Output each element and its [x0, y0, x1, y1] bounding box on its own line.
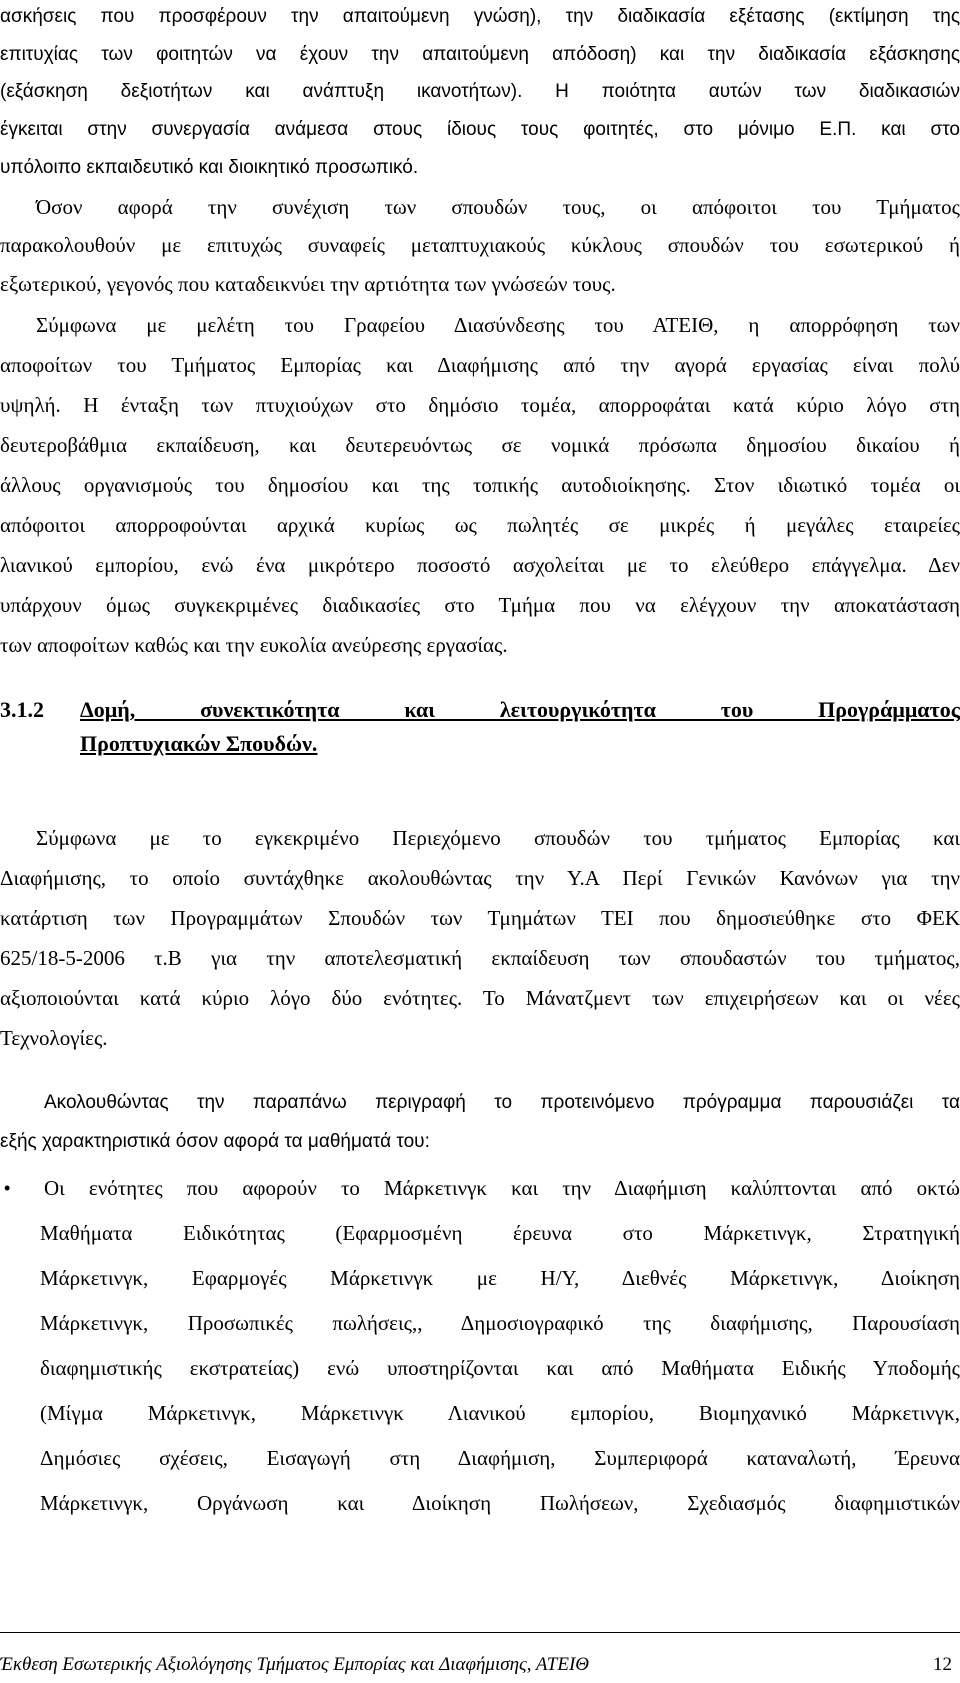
text-line: Τεχνολογίες. [0, 1026, 108, 1050]
text-line: Ακολουθώντας την παραπάνω περιγραφή το προτεινόμενο πρόγραμμα παρουσιάζει τα [44, 1092, 960, 1113]
text-line: λιανικού εμπορίου, ενώ ένα μικρότερο ποσοστό ασχολείται με το ελεύθερο επάγγελμα. Δεν [0, 553, 960, 577]
text-line: Οι ενότητες που αφορούν το Μάρκετινγκ και την Διαφήμιση καλύπτονται από οκτώ [44, 1176, 960, 1200]
text-line: ασκήσεις που προσφέρουν την απαιτούμενη γνώση), την διαδικασία εξέτασης (εκτίμηση της [0, 6, 960, 27]
text-line: Σύμφωνα με μελέτη του Γραφείου Διασύνδεσης του ΑΤΕΙΘ, η απορρόφηση των [36, 313, 960, 337]
text-line: δευτεροβάθμια εκπαίδευση, και δευτερευόντως σε νομικά πρόσωπα δημοσίου δικαίου ή [0, 433, 960, 457]
text-line: (Μίγμα Μάρκετινγκ, Μάρκετινγκ Λιανικού εμπορίου, Βιομηχανικό Μάρκετινγκ, [40, 1401, 960, 1425]
text-line: διαφημιστικής εκστρατείας) ενώ υποστηρίζονται και από Μαθήματα Ειδικής Υποδομής [40, 1356, 960, 1380]
text-line: των αποφοίτων καθώς και την ευκολία ανεύρεσης εργασίας. [0, 633, 508, 657]
text-line: Μάρκετινγκ, Οργάνωση και Διοίκηση Πωλήσεων, Σχεδιασμός διαφημιστικών [40, 1491, 960, 1515]
text-line: Διαφήμισης, το οποίο συντάχθηκε ακολουθώντας την Υ.Α Περί Γενικών Κανόνων για την [0, 866, 960, 890]
text-line: εξής χαρακτηριστικά όσον αφορά τα μαθήματά του: [0, 1131, 430, 1152]
footer-divider [0, 1632, 960, 1633]
text-line: Όσον αφορά την συνέχιση των σπουδών τους, οι απόφοιτοι του Τμήματος [36, 195, 960, 219]
text-line: Δημόσιες σχέσεις, Εισαγωγή στη Διαφήμιση, Συμπεριφορά καταναλωτή, Έρευνα [40, 1446, 960, 1470]
text-line: αξιοποιούνται κατά κύριο λόγο δύο ενότητες. Το Μάνατζμεντ των επιχειρήσεων και οι νέες [0, 986, 960, 1010]
section-title-text: Προπτυχιακών Σπουδών. [80, 731, 318, 756]
section-number: 3.1.2 [0, 697, 44, 722]
text-line: Μαθήματα Ειδικότητας (Εφαρμοσμένη έρευνα στο Μάρκετινγκ, Στρατηγική [40, 1221, 960, 1245]
text-line: 625/18-5-2006 τ.Β για την αποτελεσματική εκπαίδευση των σπουδαστών του τμήματος, [0, 946, 960, 970]
text-line: αποφοίτων του Τμήματος Εμπορίας και Διαφήμισης από την αγορά εργασίας είναι πολύ [0, 353, 960, 377]
text-line: παρακολουθούν με επιτυχώς συναφείς μεταπτυχιακούς κύκλους σπουδών του εσωτερικού ή [0, 233, 960, 257]
text-line: έγκειται στην συνεργασία ανάμεσα στους ίδιους τους φοιτητές, στο μόνιμο Ε.Π. και στο [0, 119, 960, 140]
page-number: 12 [933, 1654, 952, 1675]
text-line: (εξάσκηση δεξιοτήτων και ανάπτυξη ικανοτήτων). Η ποιότητα αυτών των διαδικασιών [0, 81, 960, 102]
text-line: Σύμφωνα με το εγκεκριμένο Περιεχόμενο σπουδών του τμήματος Εμπορίας και [36, 826, 960, 850]
text-line: υπάρχουν όμως συγκεκριμένες διαδικασίες στο Τμήμα που να ελέγχουν την αποκατάσταση [0, 593, 960, 617]
text-line: Μάρκετινγκ, Εφαρμογές Μάρκετινγκ με Η/Υ, Διεθνές Μάρκετινγκ, Διοίκηση [40, 1266, 960, 1290]
text-line: υπόλοιπο εκπαιδευτικό και διοικητικό προσωπικό. [0, 157, 419, 178]
text-line: κατάρτιση των Προγραμμάτων Σπουδών των Τμημάτων ΤΕΙ που δημοσιεύθηκε στο ΦΕΚ [0, 906, 960, 930]
section-title-text: Δομή, συνεκτικότητα και λειτουργικότητα του Προγράμματος [80, 697, 960, 722]
text-line: υψηλή. Η ένταξη των πτυχιούχων στο δημόσιο τομέα, απορροφάται κατά κύριο λόγο στη [0, 393, 960, 417]
bullet-marker: • [4, 1178, 11, 1198]
text-line: επιτυχίας των φοιτητών να έχουν την απαιτούμενη απόδοση) και την διαδικασία εξάσκησης [0, 44, 960, 65]
text-line: απόφοιτοι απορροφούνται αρχικά κυρίως ως πωλητές σε μικρές ή μεγάλες εταιρείες [0, 513, 960, 537]
footer-text: Έκθεση Εσωτερικής Αξιολόγησης Τμήματος Εμπορίας και Διαφήμισης, ΑΤΕΙΘ [0, 1654, 590, 1675]
text-line: εξωτερικού, γεγονός που καταδεικνύει την αρτιότητα των γνώσεών τους. [0, 272, 616, 296]
section-title-line-2 [80, 724, 960, 764]
text-line: Μάρκετινγκ, Προσωπικές πωλήσεις,, Δημοσιογραφικό της διαφήμισης, Παρουσίαση [40, 1311, 960, 1335]
text-line: άλλους οργανισμούς του δημοσίου και της τοπικής αυτοδιοίκησης. Στον ιδιωτικό τομέα οι [0, 473, 960, 497]
